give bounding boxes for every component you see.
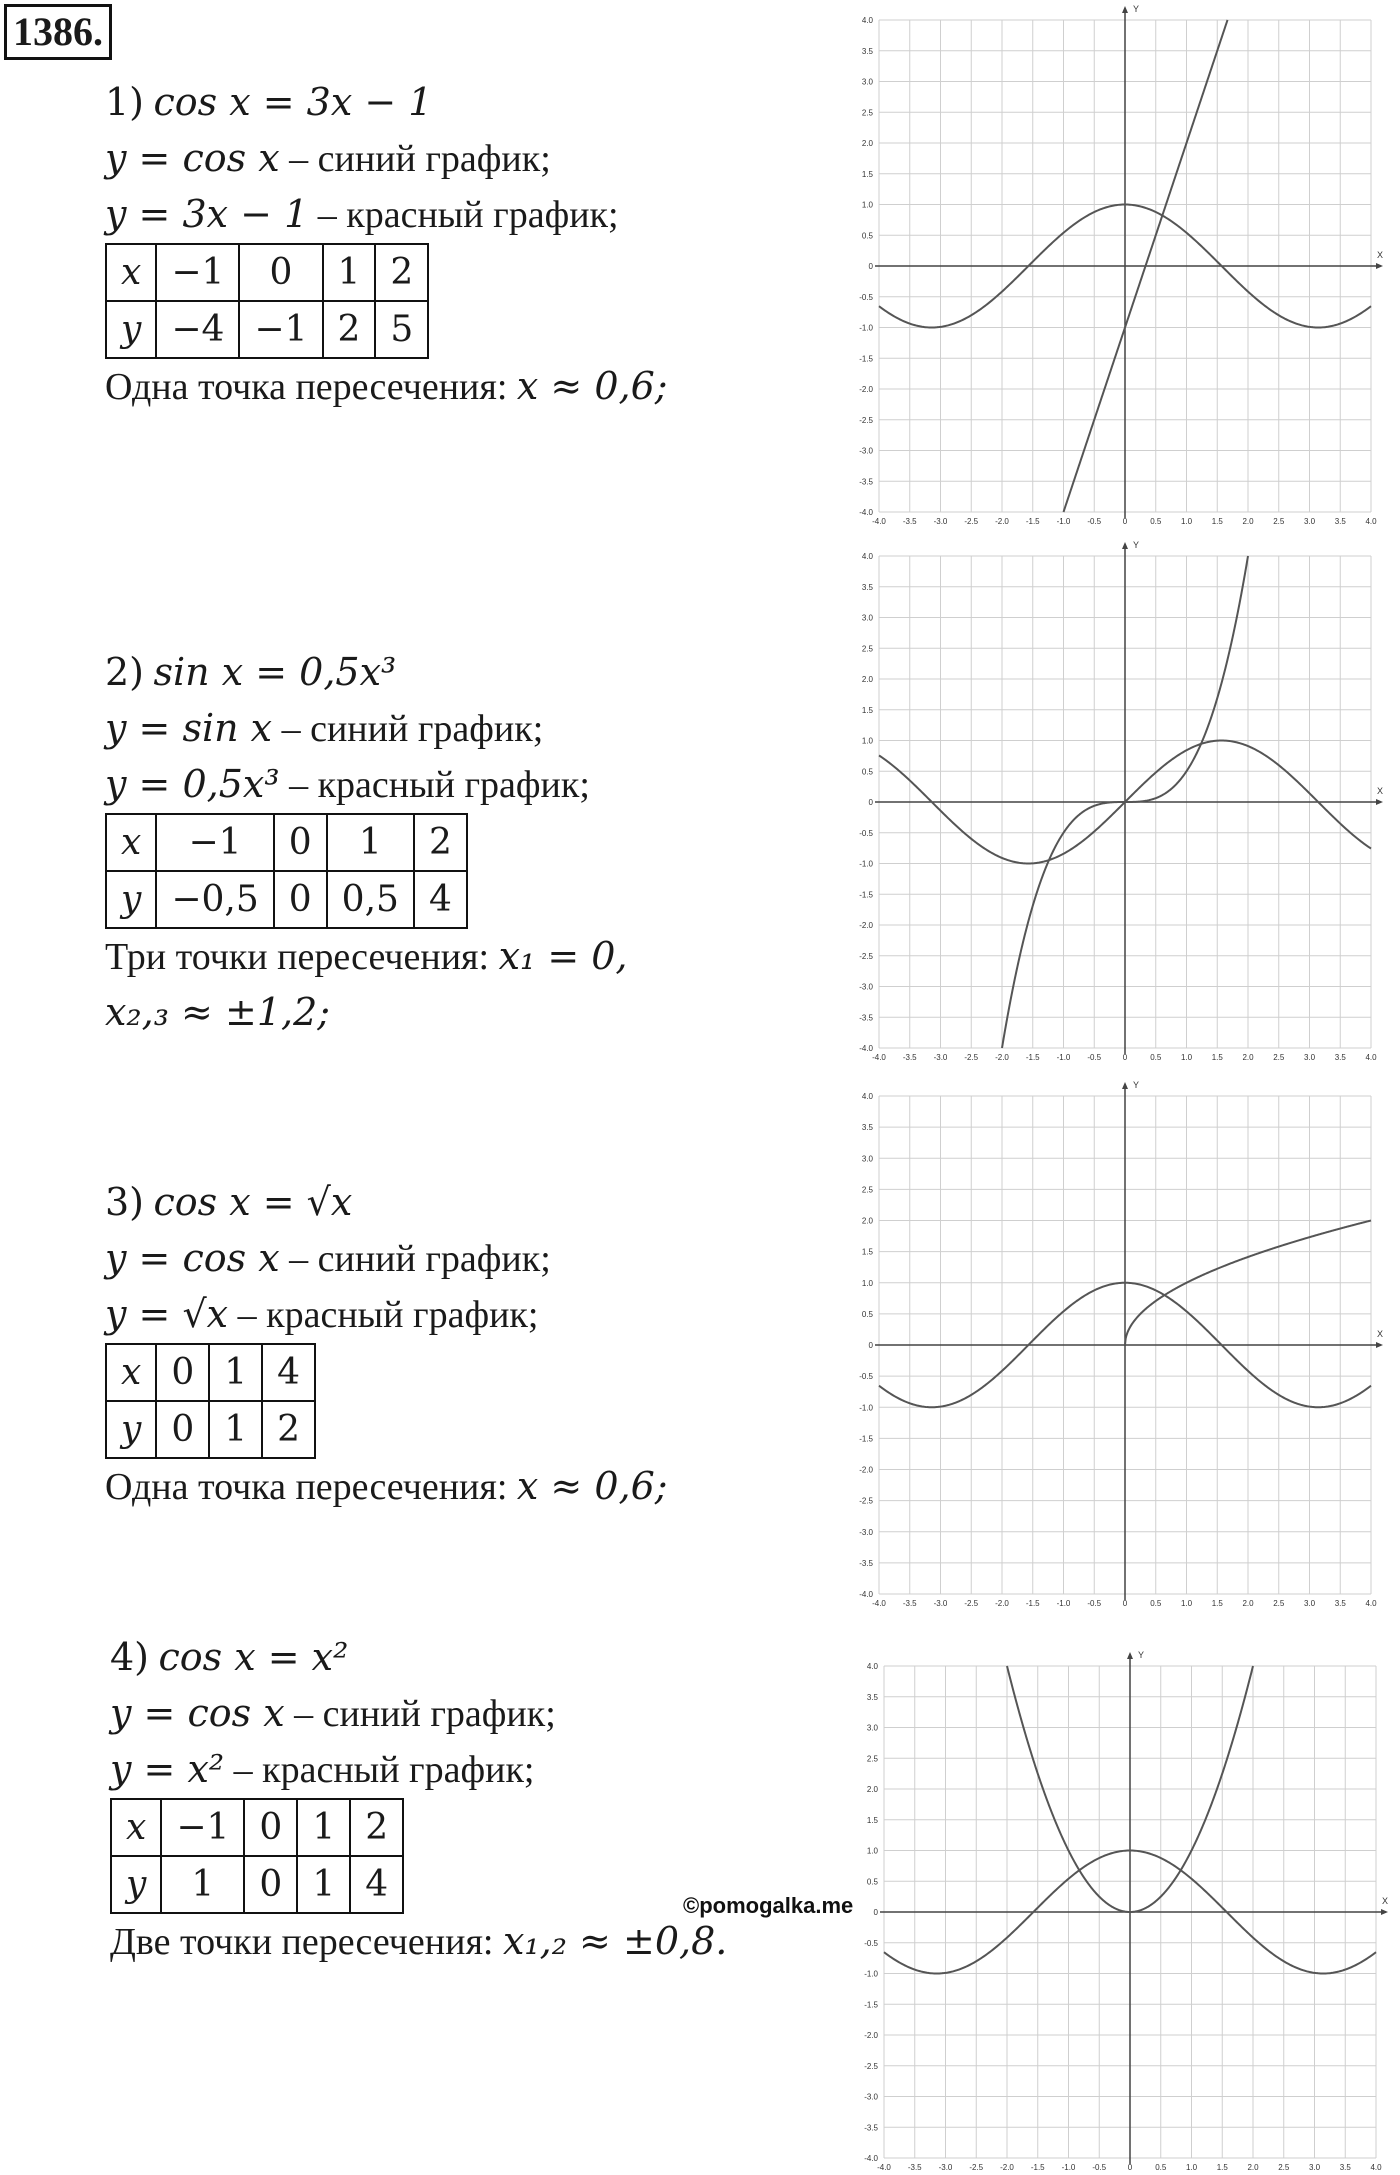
x-tick-label: 0.5 [1150,517,1162,526]
y-tick-label: -2.0 [859,921,873,930]
y-tick-label: 3.0 [866,1723,878,1733]
result-expr: x₁ = 0, [498,934,628,978]
graph-1 [820,0,1384,540]
y-tick-label: -3.5 [859,477,873,487]
x-tick-label: 3.0 [1303,1053,1316,1062]
value-table [105,1343,316,1459]
x-tick-label: -2.5 [969,2163,984,2172]
x-tick-label: -2.0 [1000,2163,1014,2172]
blue-graph-expr: y = cos x [105,136,280,180]
y-tick-label: 0.5 [861,767,873,777]
red-graph-expr: y = x² [110,1747,225,1791]
x-tick-label: -3.5 [902,1053,917,1062]
table-cell: x [106,814,156,871]
y-tick-label: 0 [868,262,873,271]
table-row-y [106,1401,315,1458]
x-tick-label: 0 [1127,2163,1133,2172]
table-row-y [106,871,467,928]
table-cell: 1 [209,1401,262,1458]
table-cell: y [111,1856,161,1913]
y-tick-label: -4.0 [859,1044,873,1053]
value-table [105,243,429,359]
graph-4 [820,1640,1389,2175]
y-axis-arrow [1127,1652,1133,1659]
x-axis-arrow [1376,799,1383,805]
x-tick-label: 1.5 [1211,1599,1223,1608]
x-tick-label: 1.0 [1180,1053,1193,1062]
y-tick-label: 2.0 [866,1785,878,1794]
x-tick-label: 2.5 [1278,2163,1290,2172]
y-tick-label: -0.5 [859,828,873,838]
problem-3-equation: cos x = √x [153,1180,353,1224]
table-row-y [106,301,428,358]
y-tick-label: 3.5 [861,582,873,592]
x-tick-label: 2.5 [1273,517,1285,526]
result-text: Две точки пересечения: [110,1921,503,1963]
y-tick-label: 0 [868,1341,873,1350]
problem-1 [105,75,668,415]
y-tick-label: -4.0 [859,508,873,517]
x-tick-label: 3.0 [1303,1599,1316,1608]
y-tick-label: 1.5 [866,1815,878,1825]
x-tick-label: 0 [1122,1053,1128,1062]
problem-1-equation: cos x = 3x − 1 [153,80,433,124]
y-tick-label: 1.0 [861,200,873,210]
y-tick-label: -1.5 [859,890,873,900]
blue-graph-text: – синий график; [279,1238,551,1280]
y-tick-label: 3.0 [861,77,873,87]
table-cell: 2 [375,244,428,301]
table-cell: 2 [350,1799,403,1856]
blue-graph-text: – синий график; [284,1693,556,1735]
y-tick-label: -3.5 [859,1013,873,1023]
y-tick-label: -3.0 [859,982,873,992]
table-cell: 1 [323,244,376,301]
x-tick-label: 3.5 [1334,517,1346,526]
x-tick-label: -0.5 [1087,1599,1102,1608]
x-tick-label: 2.0 [1242,517,1254,526]
table-cell: 1 [161,1856,244,1913]
table-cell: 0,5 [327,871,414,928]
x-axis-label: X [1377,250,1384,260]
x-tick-label: 4.0 [1365,1053,1377,1062]
problem-1-head: 1) [105,80,145,124]
x-tick-label: -2.5 [964,1053,979,1062]
blue-graph-expr: y = sin x [105,706,273,750]
table-row-x [111,1799,403,1856]
y-tick-label: 2.5 [861,1185,873,1195]
x-tick-label: 2.0 [1247,2163,1259,2172]
x-tick-label: 2.5 [1273,1053,1285,1062]
y-tick-label: -1.0 [864,1969,878,1979]
result-expr: x ≈ 0,6; [516,1464,668,1508]
y-tick-label: -3.5 [859,1558,873,1568]
y-tick-label: 2.0 [861,675,873,684]
y-tick-label: -1.5 [859,1434,873,1444]
table-cell: 1 [209,1344,262,1401]
problem-4-equation: cos x = x² [158,1635,349,1679]
x-axis-arrow [1376,1342,1383,1348]
table-row-x [106,814,467,871]
y-tick-label: 1.5 [861,169,873,179]
y-axis-label: Y [1138,1650,1145,1660]
x-tick-label: 1.5 [1211,517,1223,526]
y-axis-label: Y [1133,4,1140,14]
x-tick-label: -3.5 [902,517,917,526]
problem-2 [105,645,628,1041]
y-tick-label: 0.5 [866,1877,878,1887]
y-tick-label: -4.0 [864,2154,878,2163]
x-tick-label: 1.5 [1211,1053,1223,1062]
y-tick-label: 3.0 [861,613,873,623]
table-cell: −1 [161,1799,244,1856]
red-graph-text: – красный график; [308,194,619,236]
y-tick-label: -2.5 [859,1496,873,1506]
y-tick-label: -1.5 [864,2000,878,2010]
table-cell: x [106,1344,156,1401]
x-tick-label: -2.0 [995,1599,1009,1608]
y-tick-label: 0 [868,798,873,807]
y-axis-arrow [1122,1082,1128,1089]
x-tick-label: -1.0 [1056,517,1071,526]
x-axis-label: X [1377,786,1384,796]
y-tick-label: 1.5 [861,1247,873,1257]
table-cell: 4 [414,871,467,928]
x-tick-label: 3.5 [1334,1053,1346,1062]
x-tick-label: 1.0 [1180,1599,1193,1608]
table-cell: 1 [297,1856,350,1913]
x-axis-label: X [1382,1896,1389,1906]
y-tick-label: -3.0 [859,446,873,456]
red-graph-text: – красный график; [224,1749,535,1791]
x-tick-label: -0.5 [1087,1053,1102,1062]
problem-number: 1386. [4,4,112,60]
table-cell: −0,5 [156,871,273,928]
table-cell: 2 [262,1401,315,1458]
x-axis-label: X [1377,1329,1384,1339]
y-tick-label: 2.5 [861,108,873,118]
red-graph-expr: y = 3x − 1 [105,192,309,236]
x-tick-label: -2.0 [995,1053,1009,1062]
x-tick-label: 3.5 [1339,2163,1351,2172]
problem-2-head: 2) [105,650,145,694]
y-axis-arrow [1122,542,1128,549]
x-tick-label: -4.0 [872,1599,886,1608]
x-tick-label: 1.0 [1180,517,1193,526]
x-tick-label: -1.5 [1030,2163,1045,2172]
x-tick-label: -1.5 [1025,1053,1040,1062]
table-cell: 5 [375,301,428,358]
red-graph-expr: y = 0,5x³ [105,762,280,806]
x-tick-label: 1.0 [1185,2163,1198,2172]
x-tick-label: 4.0 [1365,517,1377,526]
table-cell: x [106,244,156,301]
y-tick-label: -0.5 [859,292,873,302]
result-text: Одна точка пересечения: [105,1466,517,1508]
table-cell: 0 [239,244,322,301]
x-tick-label: -3.0 [938,2163,953,2172]
result-text: Одна точка пересечения: [105,366,517,408]
y-tick-label: 2.0 [861,1216,873,1226]
x-tick-label: -4.0 [877,2163,891,2172]
y-tick-label: -2.5 [864,2061,878,2071]
problem-4 [110,1630,727,1970]
x-tick-label: -3.5 [907,2163,922,2172]
y-tick-label: -3.0 [864,2092,878,2102]
table-cell: 0 [274,814,327,871]
graph-3 [820,1080,1384,1620]
y-tick-label: 2.5 [866,1754,878,1764]
y-tick-label: -3.5 [864,2123,878,2133]
red-graph-text: – красный график; [228,1294,539,1336]
x-tick-label: 0 [1122,1599,1128,1608]
table-cell: 2 [323,301,376,358]
x-axis-arrow [1381,1909,1388,1915]
x-tick-label: -3.0 [933,1053,948,1062]
x-tick-label: -0.5 [1087,517,1102,526]
x-tick-label: 4.0 [1370,2163,1382,2172]
table-cell: 1 [327,814,414,871]
x-axis-arrow [1376,263,1383,269]
x-tick-label: -3.0 [933,1599,948,1608]
y-tick-label: 3.0 [861,1154,873,1164]
table-cell: 0 [156,1344,209,1401]
x-tick-label: -4.0 [872,517,886,526]
table-row-y [111,1856,403,1913]
table-cell: 4 [350,1856,403,1913]
y-tick-label: 0.5 [861,231,873,241]
y-tick-label: -3.0 [859,1527,873,1537]
table-cell: −1 [156,244,239,301]
y-tick-label: -1.5 [859,354,873,364]
result-text: Три точки пересечения: [105,936,499,978]
table-cell: y [106,871,156,928]
result-expr: x ≈ 0,6; [516,364,668,408]
x-tick-label: -3.5 [902,1599,917,1608]
y-tick-label: 0 [873,1908,878,1917]
table-cell: x [111,1799,161,1856]
y-tick-label: -0.5 [864,1938,878,1948]
x-tick-label: -0.5 [1092,2163,1107,2172]
y-tick-label: 2.0 [861,139,873,148]
y-tick-label: 4.0 [866,1662,878,1671]
value-table [105,813,468,929]
table-cell: y [106,301,156,358]
x-tick-label: -2.5 [964,1599,979,1608]
problem-3 [105,1175,668,1515]
table-cell: 2 [414,814,467,871]
y-tick-label: 3.5 [861,1123,873,1133]
x-tick-label: 2.0 [1242,1053,1254,1062]
value-table [110,1798,404,1914]
x-tick-label: 0.5 [1155,2163,1167,2172]
blue-graph-text: – синий график; [272,708,544,750]
x-tick-label: 2.0 [1242,1599,1254,1608]
x-tick-label: 2.5 [1273,1599,1285,1608]
x-tick-label: 3.5 [1334,1599,1346,1608]
y-tick-label: -0.5 [859,1372,873,1382]
x-tick-label: 0.5 [1150,1053,1162,1062]
y-tick-label: -1.0 [859,1403,873,1413]
table-cell: 0 [244,1856,297,1913]
x-tick-label: -2.5 [964,517,979,526]
red-graph-expr: y = √x [105,1292,229,1336]
y-tick-label: -2.0 [864,2031,878,2040]
x-tick-label: 3.0 [1303,517,1316,526]
x-tick-label: 1.5 [1216,2163,1228,2172]
problem-4-head: 4) [110,1635,150,1679]
x-tick-label: -4.0 [872,1053,886,1062]
watermark: ©pomogalka.me [683,1893,854,1918]
x-tick-label: -1.5 [1025,1599,1040,1608]
table-cell: 1 [297,1799,350,1856]
table-cell: 0 [274,871,327,928]
y-tick-label: 1.5 [861,705,873,715]
y-tick-label: -1.0 [859,859,873,869]
y-tick-label: 4.0 [861,16,873,25]
y-tick-label: -4.0 [859,1590,873,1599]
y-tick-label: 0.5 [861,1309,873,1319]
result-expr: x₁,₂ ≈ ±0,8. [503,1919,728,1963]
table-row-x [106,244,428,301]
x-tick-label: -1.0 [1061,2163,1076,2172]
y-tick-label: -2.0 [859,385,873,394]
x-tick-label: -1.5 [1025,517,1040,526]
table-cell: 0 [156,1401,209,1458]
y-tick-label: 4.0 [861,552,873,561]
y-tick-label: -2.0 [859,1465,873,1475]
table-cell: 0 [244,1799,297,1856]
y-tick-label: 1.0 [866,1846,878,1856]
y-tick-label: 2.5 [861,644,873,654]
x-tick-label: -1.0 [1056,1053,1071,1062]
y-tick-label: 4.0 [861,1092,873,1101]
table-cell: −1 [156,814,273,871]
y-tick-label: 1.0 [861,736,873,746]
y-tick-label: -1.0 [859,323,873,333]
table-cell: y [106,1401,156,1458]
problem-3-head: 3) [105,1180,145,1224]
blue-graph-text: – синий график; [279,138,551,180]
y-axis-label: Y [1133,1080,1140,1090]
x-tick-label: 0 [1122,517,1128,526]
y-tick-label: -2.5 [859,951,873,961]
table-cell: −1 [239,301,322,358]
y-axis-arrow [1122,6,1128,13]
y-tick-label: -2.5 [859,415,873,425]
red-graph-text: – красный график; [279,764,590,806]
table-row-x [106,1344,315,1401]
y-tick-label: 3.5 [861,46,873,56]
blue-graph-expr: y = cos x [110,1691,285,1735]
y-tick-label: 1.0 [861,1278,873,1288]
blue-graph-expr: y = cos x [105,1236,280,1280]
x-tick-label: 3.0 [1308,2163,1321,2172]
x-tick-label: 0.5 [1150,1599,1162,1608]
y-axis-label: Y [1133,540,1140,550]
y-tick-label: 3.5 [866,1692,878,1702]
x-tick-label: 4.0 [1365,1599,1377,1608]
x-tick-label: -1.0 [1056,1599,1071,1608]
x-tick-label: -3.0 [933,517,948,526]
x-tick-label: -2.0 [995,517,1009,526]
graph-2 [820,540,1384,1080]
table-cell: −4 [156,301,239,358]
result-extra: x₂,₃ ≈ ±1,2; [105,990,331,1034]
problem-2-equation: sin x = 0,5x³ [153,650,397,694]
table-cell: 4 [262,1344,315,1401]
